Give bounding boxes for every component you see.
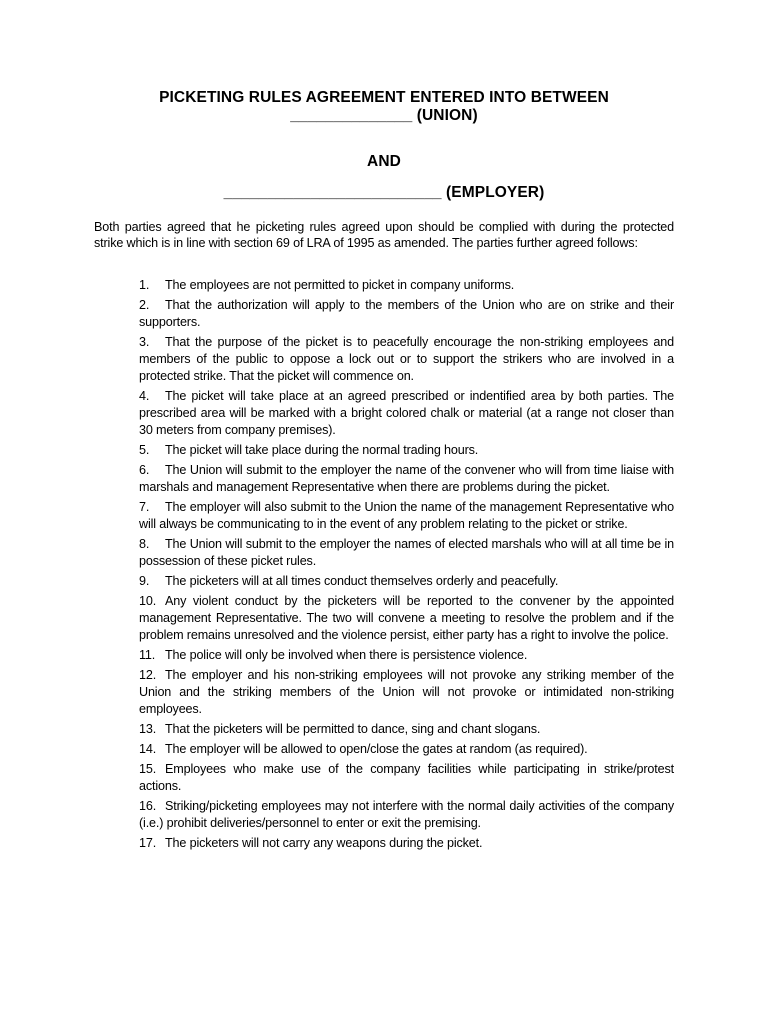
rule-item [139,388,674,439]
rule-item [139,835,674,852]
rule-number: 5. [139,443,150,457]
intro-paragraph: Both parties agreed that he picketing rules agreed upon should be complied with during the protected strike which is in line with section 69 of LRA of 1995 as amended. The parties further agreed follows: [94,220,674,250]
rule-text: The police will only be involved when there is persistence violence. [165,648,528,662]
rule-item [139,721,674,738]
rule-text: That the authorization will apply to the members of the Union who are on strike and their supporters. [139,298,674,329]
rule-number: 1. [139,278,150,292]
rule-number: 8. [139,537,150,551]
rule-text: The picket will take place at an agreed prescribed or indentified area by both parties. The prescribed area will be marked with a bright colored chalk or material (at a range not closer than 30 meters from company premises). [139,389,674,437]
rule-text: Any violent conduct by the picketers will be reported to the convener by the appointed management Representative. The two will convene a meeting to resolve the problem and if the problem remains unresolved and the violence persist, either party has a right to involve the police. [139,594,674,642]
rule-text: That the purpose of the picket is to peacefully encourage the non-striking employees and members of the public to oppose a lock out or to support the strikers who are involved in a protected strike. That the picket will commence on. [139,335,674,383]
rule-item [139,334,674,385]
rule-item [139,741,674,758]
rule-number: 3. [139,335,150,349]
rule-item [139,536,674,570]
rule-text: Striking/picketing employees may not interfere with the normal daily activities of the company (i.e.) prohibit deliveries/personnel to enter or exit the premising. [139,799,674,830]
rule-number: 7. [139,500,150,514]
rule-number: 14. [139,742,157,756]
rule-number: 4. [139,389,150,403]
rule-item [139,647,674,664]
rule-text: The picketers will not carry any weapons during the picket. [165,836,483,850]
rule-item [139,499,674,533]
rule-item [139,297,674,331]
rule-number: 17. [139,836,157,850]
rule-item [139,442,674,459]
rule-text: The employer and his non-striking employees will not provoke any striking member of the Union and the striking members of the Union will not provoke or intimidated non-striking employees. [139,668,674,716]
rule-number: 16. [139,799,157,813]
rule-item [139,277,674,294]
rule-item [139,798,674,832]
rule-text: The employees are not permitted to picket in company uniforms. [165,278,515,292]
rule-text: The employer will also submit to the Union the name of the management Representative who will always be communicating to in the event of any problem relating to the picket or strike. [139,500,674,531]
rule-number: 13. [139,722,157,736]
rules-list [139,277,674,855]
rule-item [139,593,674,644]
rule-item [139,667,674,718]
rule-text: The picketers will at all times conduct themselves orderly and peacefully. [165,574,559,588]
rule-number: 11. [139,648,156,662]
rule-item [139,761,674,795]
rule-number: 6. [139,463,150,477]
rule-text: The Union will submit to the employer the names of elected marshals who will at all time be in possession of these picket rules. [139,537,674,568]
rule-number: 15. [139,762,157,776]
rule-item [139,573,674,590]
and-heading: AND [367,153,401,170]
rule-text: The employer will be allowed to open/close the gates at random (as required). [165,742,588,756]
rule-text: That the picketers will be permitted to dance, sing and chant slogans. [165,722,541,736]
rule-number: 12. [139,668,157,682]
rule-text: The Union will submit to the employer the name of the convener who will from time liaise with marshals and management Representative when there are problems during the picket. [139,463,674,494]
rule-text: The picket will take place during the normal trading hours. [165,443,479,457]
rule-item [139,462,674,496]
rule-number: 2. [139,298,150,312]
rule-text: Employees who make use of the company facilities while participating in strike/protest actions. [139,762,674,793]
employer-party-line: _________________________ (EMPLOYER) [223,184,545,201]
rule-number: 10. [139,594,157,608]
rule-number: 9. [139,574,150,588]
union-party-line: ______________ (UNION) [290,107,478,124]
document-title: PICKETING RULES AGREEMENT ENTERED INTO BETWEEN [159,89,609,106]
